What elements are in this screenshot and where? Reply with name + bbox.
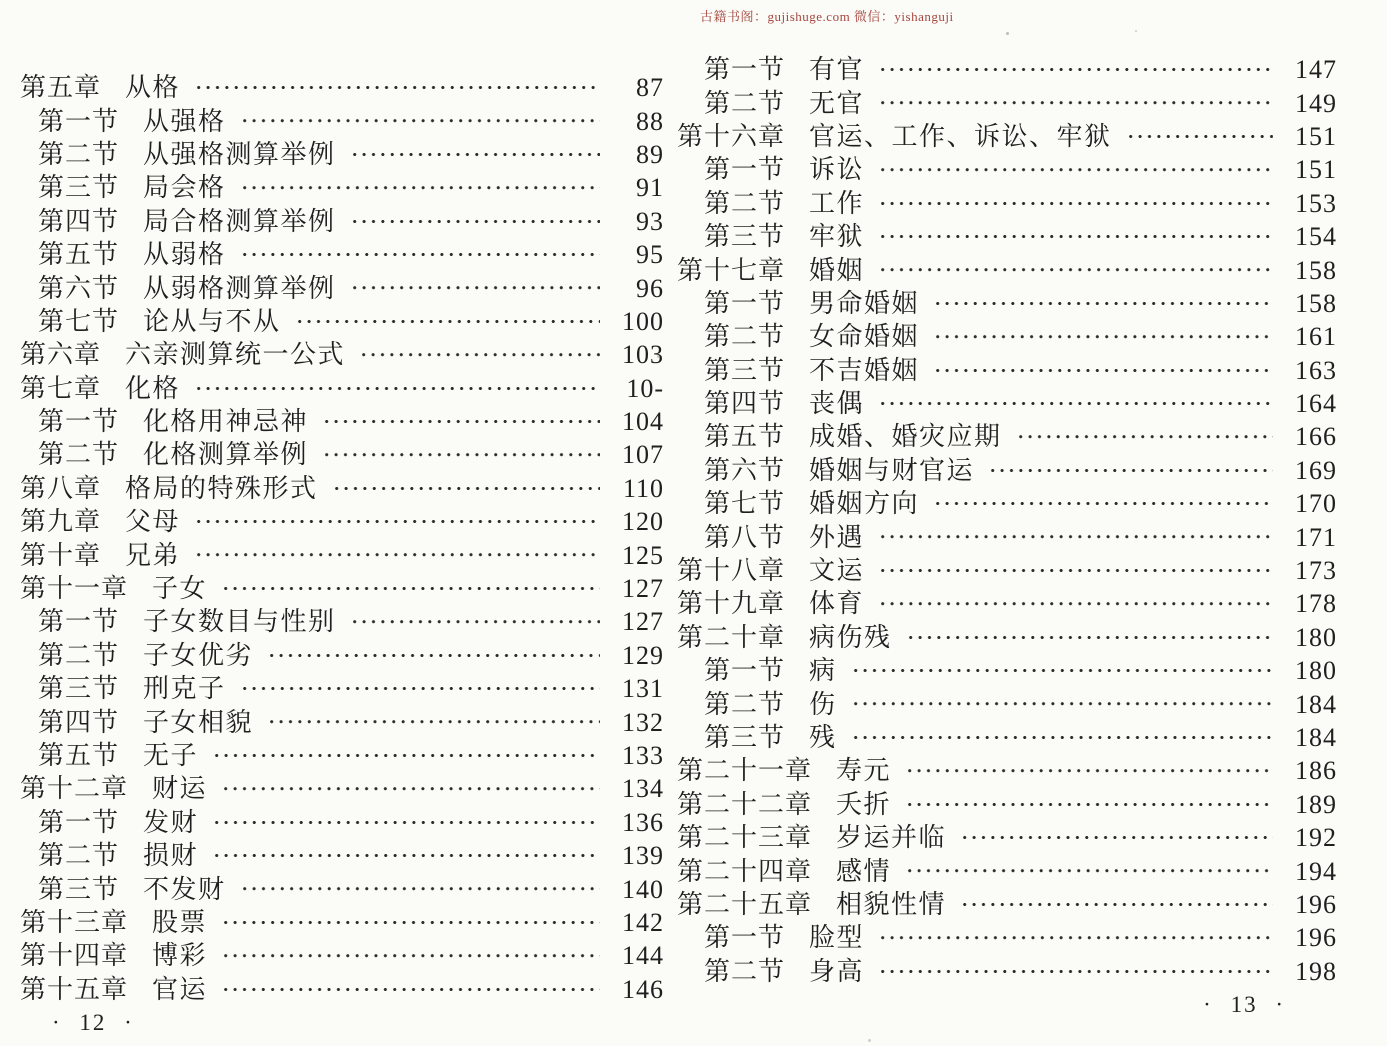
page-number-right: · 13 · bbox=[1203, 992, 1285, 1017]
entry-page-number: 107 bbox=[622, 440, 664, 470]
entry-label: 第四节 bbox=[704, 389, 786, 419]
dot-leader bbox=[240, 104, 600, 137]
entry-page-number: 95 bbox=[636, 240, 664, 270]
entry-title: 脸型 bbox=[809, 923, 865, 953]
entry-page-number: 189 bbox=[1295, 789, 1337, 819]
entry-label: 第十八章 bbox=[677, 556, 786, 586]
entry-label: 第五节 bbox=[38, 741, 120, 770]
entry-label: 第八章 bbox=[20, 473, 102, 503]
dot-leader bbox=[221, 572, 600, 605]
dot-leader bbox=[851, 654, 1273, 687]
toc-entry bbox=[20, 772, 664, 805]
entry-page-number: 180 bbox=[1295, 656, 1337, 686]
dot-leader bbox=[322, 438, 600, 471]
entry-page-number: 170 bbox=[1295, 489, 1337, 519]
dot-leader bbox=[240, 672, 600, 705]
dot-leader bbox=[878, 921, 1273, 954]
toc-entry bbox=[38, 839, 664, 872]
dot-leader bbox=[350, 271, 600, 304]
entry-label: 第一节 bbox=[38, 607, 120, 637]
entry-page-number: 161 bbox=[1295, 322, 1337, 352]
dot-leader bbox=[240, 171, 600, 204]
toc-entry bbox=[20, 505, 664, 538]
entry-page-number: 146 bbox=[622, 974, 664, 1004]
dot-leader bbox=[878, 153, 1273, 186]
dot-leader bbox=[878, 955, 1273, 988]
entry-page-number: 132 bbox=[622, 707, 664, 737]
toc-entry bbox=[677, 754, 1337, 787]
dot-leader bbox=[350, 605, 600, 638]
dot-leader bbox=[878, 587, 1273, 620]
entry-page-number: 166 bbox=[1295, 422, 1337, 452]
entry-title: 格局的特殊形式 bbox=[125, 473, 318, 503]
dot-leader bbox=[878, 53, 1273, 86]
entry-title: 股票 bbox=[152, 907, 208, 937]
entry-title: 诉讼 bbox=[809, 155, 865, 185]
entry-label: 第三节 bbox=[38, 874, 120, 904]
entry-title: 岁运并临 bbox=[836, 823, 947, 853]
dot-leader bbox=[350, 205, 600, 238]
entry-title: 从弱格 bbox=[143, 240, 226, 270]
dot-leader bbox=[212, 739, 600, 772]
page-number-left: · 12 · bbox=[52, 1010, 134, 1035]
entry-label: 第七节 bbox=[38, 306, 120, 336]
entry-page-number: 125 bbox=[622, 540, 664, 570]
entry-page-number: 91 bbox=[636, 173, 664, 203]
entry-page-number: 10- bbox=[626, 373, 664, 403]
toc-entry bbox=[704, 287, 1337, 320]
entry-label: 第二节 bbox=[704, 689, 786, 719]
dot-leader bbox=[878, 387, 1273, 420]
entry-title: 官运 bbox=[152, 974, 208, 1004]
entry-label: 第十九章 bbox=[677, 589, 786, 619]
entry-label: 第三节 bbox=[38, 674, 120, 704]
entry-page-number: 173 bbox=[1295, 556, 1337, 586]
entry-label: 第一节 bbox=[704, 155, 786, 185]
toc-entry bbox=[20, 572, 664, 605]
entry-page-number: 171 bbox=[1295, 522, 1337, 552]
entry-label: 第十五章 bbox=[20, 974, 129, 1004]
dot-leader bbox=[221, 939, 600, 972]
entry-title: 相貌性情 bbox=[836, 889, 947, 919]
entry-label: 第十四章 bbox=[20, 941, 129, 971]
entry-label: 第五节 bbox=[704, 422, 786, 452]
entry-label: 第三节 bbox=[704, 222, 786, 252]
dot-leader bbox=[1016, 420, 1273, 453]
entry-page-number: 144 bbox=[622, 941, 664, 971]
entry-title: 子女 bbox=[152, 574, 208, 604]
toc-entry bbox=[38, 639, 664, 672]
entry-label: 第六节 bbox=[38, 273, 120, 303]
entry-label: 第二节 bbox=[704, 322, 786, 352]
entry-page-number: 133 bbox=[622, 741, 664, 770]
entry-title: 财运 bbox=[152, 774, 208, 804]
dot-leader bbox=[933, 287, 1273, 320]
entry-page-number: 178 bbox=[1295, 589, 1337, 619]
toc-entry bbox=[677, 587, 1337, 620]
entry-label: 第八节 bbox=[704, 522, 786, 552]
entry-title: 工作 bbox=[809, 188, 865, 218]
entry-page-number: 93 bbox=[636, 206, 664, 236]
dot-leader bbox=[933, 487, 1273, 520]
entry-title: 父母 bbox=[125, 507, 181, 537]
entry-page-number: 158 bbox=[1295, 288, 1337, 318]
toc-entry bbox=[38, 872, 664, 905]
entry-title: 无子 bbox=[143, 741, 199, 770]
dot-leader bbox=[906, 621, 1273, 654]
scan-speck bbox=[1135, 30, 1137, 32]
toc-entry bbox=[20, 973, 664, 1006]
toc-entry bbox=[20, 372, 664, 405]
entry-page-number: 136 bbox=[622, 807, 664, 837]
toc-page-left bbox=[0, 0, 672, 1046]
entry-title: 病 bbox=[809, 656, 837, 686]
entry-title: 丧偶 bbox=[809, 389, 865, 419]
entry-label: 第十三章 bbox=[20, 907, 129, 937]
entry-page-number: 129 bbox=[622, 640, 664, 670]
dot-leader bbox=[240, 872, 600, 905]
entry-page-number: 127 bbox=[622, 607, 664, 637]
entry-title: 局合格测算举例 bbox=[143, 206, 336, 236]
entry-page-number: 103 bbox=[622, 340, 664, 370]
entry-page-number: 88 bbox=[636, 106, 664, 136]
entry-title: 从格 bbox=[125, 73, 181, 103]
dot-leader bbox=[960, 821, 1273, 854]
scan-speck bbox=[1006, 32, 1009, 35]
toc-entry bbox=[38, 605, 664, 638]
entry-label: 第二节 bbox=[704, 956, 786, 986]
toc-entry bbox=[704, 387, 1337, 420]
entry-title: 化格 bbox=[125, 373, 181, 403]
watermark-text: 古籍书阁：gujishuge.com 微信：yishanguji bbox=[700, 9, 954, 24]
dot-leader bbox=[240, 238, 600, 271]
scan-speck bbox=[657, 355, 660, 358]
entry-label: 第十七章 bbox=[677, 255, 786, 285]
entry-page-number: 127 bbox=[622, 574, 664, 604]
toc-page-right bbox=[672, 0, 1387, 1046]
entry-title: 博彩 bbox=[152, 941, 208, 971]
toc-entry bbox=[20, 472, 664, 505]
entry-title: 残 bbox=[809, 723, 837, 752]
toc-entry bbox=[704, 687, 1337, 720]
entry-title: 刑克子 bbox=[143, 674, 226, 704]
scan-speck bbox=[868, 1039, 871, 1042]
toc-entry bbox=[704, 955, 1337, 988]
toc-entry bbox=[704, 487, 1337, 520]
entry-label: 第二十五章 bbox=[677, 889, 813, 919]
dot-leader bbox=[267, 639, 600, 672]
dot-leader bbox=[905, 788, 1273, 821]
entry-label: 第三节 bbox=[704, 355, 786, 385]
entry-page-number: 104 bbox=[622, 407, 664, 437]
entry-label: 第九章 bbox=[20, 507, 102, 537]
entry-title: 子女数目与性别 bbox=[143, 607, 336, 637]
entry-title: 成婚、婚灾应期 bbox=[809, 422, 1002, 452]
toc-entry bbox=[677, 788, 1337, 821]
toc-entry bbox=[38, 238, 664, 271]
dot-leader bbox=[350, 138, 600, 171]
toc-entry bbox=[677, 888, 1337, 921]
entry-title: 不发财 bbox=[143, 874, 226, 904]
entry-title: 文运 bbox=[809, 556, 865, 586]
entry-label: 第二节 bbox=[704, 88, 786, 118]
entry-title: 无官 bbox=[809, 88, 865, 118]
toc-entry bbox=[38, 438, 664, 471]
entry-title: 化格用神忌神 bbox=[143, 407, 309, 437]
entry-label: 第一节 bbox=[38, 807, 120, 837]
entry-label: 第二十三章 bbox=[677, 823, 813, 853]
entry-title: 男命婚姻 bbox=[809, 288, 920, 318]
entry-label: 第六节 bbox=[704, 455, 786, 485]
toc-entry bbox=[20, 71, 664, 104]
entry-page-number: 184 bbox=[1295, 723, 1337, 752]
entry-title: 病伤残 bbox=[809, 622, 892, 652]
dot-leader bbox=[221, 906, 600, 939]
entry-label: 第五章 bbox=[20, 73, 102, 103]
entry-page-number: 192 bbox=[1295, 823, 1337, 853]
toc-entry bbox=[38, 138, 664, 171]
toc-entry bbox=[38, 305, 664, 338]
entry-page-number: 87 bbox=[636, 73, 664, 103]
entry-page-number: 140 bbox=[622, 874, 664, 904]
entry-title: 夭折 bbox=[836, 789, 892, 819]
entry-label: 第一节 bbox=[704, 923, 786, 953]
entry-page-number: 110 bbox=[622, 473, 664, 503]
dot-leader bbox=[212, 806, 600, 839]
dot-leader bbox=[194, 71, 600, 104]
entry-title: 身高 bbox=[809, 956, 865, 986]
toc-entry bbox=[704, 320, 1337, 353]
entry-title: 六亲测算统一公式 bbox=[125, 340, 346, 370]
entry-label: 第三节 bbox=[38, 173, 120, 203]
toc-entry bbox=[38, 806, 664, 839]
toc-entry bbox=[704, 153, 1337, 186]
dot-leader bbox=[851, 721, 1273, 754]
entry-page-number: 149 bbox=[1295, 88, 1337, 118]
dot-leader bbox=[933, 320, 1273, 353]
entry-label: 第三节 bbox=[704, 723, 786, 752]
entry-label: 第二十四章 bbox=[677, 856, 813, 886]
dot-leader bbox=[960, 888, 1273, 921]
dot-leader bbox=[194, 372, 600, 405]
entry-label: 第四节 bbox=[38, 707, 120, 737]
dot-leader bbox=[905, 854, 1273, 887]
toc-entry bbox=[38, 739, 664, 772]
entry-label: 第二节 bbox=[38, 139, 120, 169]
toc-entry bbox=[704, 220, 1337, 253]
entry-page-number: 194 bbox=[1295, 856, 1337, 886]
entry-page-number: 184 bbox=[1295, 689, 1337, 719]
entry-label: 第一节 bbox=[704, 288, 786, 318]
entry-title: 伤 bbox=[809, 689, 837, 719]
toc-entry bbox=[704, 354, 1337, 387]
toc-entry bbox=[38, 171, 664, 204]
entry-page-number: 169 bbox=[1295, 455, 1337, 485]
toc-entry bbox=[704, 53, 1337, 86]
entry-title: 寿元 bbox=[836, 756, 892, 786]
entry-page-number: 154 bbox=[1295, 222, 1337, 252]
entry-label: 第二十二章 bbox=[677, 789, 813, 819]
toc-entry bbox=[704, 420, 1337, 453]
entry-page-number: 196 bbox=[1295, 923, 1337, 953]
entry-title: 婚姻与财官运 bbox=[809, 455, 975, 485]
toc-entry bbox=[677, 854, 1337, 887]
dot-leader bbox=[878, 554, 1273, 587]
entry-page-number: 96 bbox=[636, 273, 664, 303]
dot-leader bbox=[905, 754, 1273, 787]
entry-page-number: 180 bbox=[1295, 622, 1337, 652]
toc-entry bbox=[38, 405, 664, 438]
toc-entry bbox=[704, 454, 1337, 487]
dot-leader bbox=[267, 705, 600, 738]
toc-entry bbox=[20, 906, 664, 939]
entry-page-number: 147 bbox=[1295, 55, 1337, 85]
entry-label: 第七章 bbox=[20, 373, 102, 403]
entry-title: 牢狱 bbox=[809, 222, 865, 252]
entry-title: 婚姻方向 bbox=[809, 489, 920, 519]
dot-leader bbox=[878, 187, 1273, 220]
toc-entry bbox=[704, 187, 1337, 220]
entry-page-number: 100 bbox=[622, 306, 664, 336]
toc-entry bbox=[20, 939, 664, 972]
toc-entries-left bbox=[20, 71, 664, 1006]
entry-page-number: 134 bbox=[622, 774, 664, 804]
toc-entry bbox=[677, 253, 1337, 286]
entry-title: 有官 bbox=[809, 55, 865, 85]
toc-entry bbox=[38, 205, 664, 238]
entry-label: 第十六章 bbox=[677, 121, 786, 151]
dot-leader bbox=[194, 505, 600, 538]
dot-leader bbox=[322, 405, 600, 438]
entry-title: 不吉婚姻 bbox=[809, 355, 920, 385]
entry-title: 损财 bbox=[143, 841, 199, 871]
dot-leader bbox=[878, 86, 1273, 119]
entry-title: 感情 bbox=[836, 856, 892, 886]
dot-leader bbox=[1126, 120, 1273, 153]
toc-entry bbox=[677, 554, 1337, 587]
entry-title: 化格测算举例 bbox=[143, 440, 309, 470]
entry-label: 第四节 bbox=[38, 206, 120, 236]
entry-title: 子女优劣 bbox=[143, 640, 254, 670]
toc-entry bbox=[20, 538, 664, 571]
entry-page-number: 151 bbox=[1295, 155, 1337, 185]
dot-leader bbox=[194, 538, 600, 571]
toc-entry bbox=[677, 821, 1337, 854]
dot-leader bbox=[295, 305, 600, 338]
dot-leader bbox=[851, 687, 1273, 720]
entry-label: 第十章 bbox=[20, 540, 102, 570]
toc-entry bbox=[38, 271, 664, 304]
entry-label: 第一节 bbox=[38, 407, 120, 437]
toc-entries-right bbox=[677, 53, 1337, 988]
toc-entry bbox=[704, 520, 1337, 553]
toc-entry bbox=[38, 705, 664, 738]
toc-entry bbox=[38, 672, 664, 705]
entry-title: 兄弟 bbox=[125, 540, 181, 570]
dot-leader bbox=[933, 354, 1273, 387]
entry-label: 第一节 bbox=[704, 656, 786, 686]
dot-leader bbox=[359, 338, 600, 371]
entry-page-number: 139 bbox=[622, 841, 664, 871]
toc-entry bbox=[677, 621, 1337, 654]
entry-title: 局会格 bbox=[143, 173, 226, 203]
toc-entry bbox=[677, 120, 1337, 153]
entry-title: 论从与不从 bbox=[143, 306, 281, 336]
dot-leader bbox=[988, 454, 1273, 487]
entry-title: 女命婚姻 bbox=[809, 322, 920, 352]
entry-label: 第七节 bbox=[704, 489, 786, 519]
entry-page-number: 131 bbox=[622, 674, 664, 704]
dot-leader bbox=[221, 973, 600, 1006]
toc-entry bbox=[704, 921, 1337, 954]
entry-title: 发财 bbox=[143, 807, 199, 837]
entry-label: 第二节 bbox=[38, 640, 120, 670]
toc-entry bbox=[704, 721, 1337, 754]
toc-entry bbox=[38, 104, 664, 137]
entry-page-number: 186 bbox=[1295, 756, 1337, 786]
entry-page-number: 198 bbox=[1295, 956, 1337, 986]
entry-label: 第十一章 bbox=[20, 574, 129, 604]
entry-title: 子女相貌 bbox=[143, 707, 254, 737]
dot-leader bbox=[332, 472, 600, 505]
dot-leader bbox=[878, 253, 1273, 286]
entry-page-number: 163 bbox=[1295, 355, 1337, 385]
entry-title: 从强格测算举例 bbox=[143, 139, 336, 169]
entry-title: 外遇 bbox=[809, 522, 865, 552]
entry-title: 从强格 bbox=[143, 106, 226, 136]
dot-leader bbox=[878, 220, 1273, 253]
dot-leader bbox=[212, 839, 600, 872]
entry-title: 体育 bbox=[809, 589, 865, 619]
toc-entry bbox=[704, 654, 1337, 687]
entry-label: 第二节 bbox=[38, 440, 120, 470]
entry-label: 第二十一章 bbox=[677, 756, 813, 786]
entry-page-number: 153 bbox=[1295, 188, 1337, 218]
entry-label: 第二十章 bbox=[677, 622, 786, 652]
entry-page-number: 89 bbox=[636, 139, 664, 169]
dot-leader bbox=[221, 772, 600, 805]
entry-page-number: 158 bbox=[1295, 255, 1337, 285]
entry-page-number: 120 bbox=[622, 507, 664, 537]
entry-title: 官运、工作、诉讼、牢狱 bbox=[809, 121, 1112, 151]
entry-title: 从弱格测算举例 bbox=[143, 273, 336, 303]
entry-page-number: 196 bbox=[1295, 889, 1337, 919]
entry-label: 第二节 bbox=[38, 841, 120, 871]
entry-label: 第一节 bbox=[704, 55, 786, 85]
entry-label: 第六章 bbox=[20, 340, 102, 370]
dot-leader bbox=[878, 520, 1273, 553]
entry-page-number: 142 bbox=[622, 907, 664, 937]
toc-entry bbox=[20, 338, 664, 371]
entry-label: 第五节 bbox=[38, 240, 120, 270]
entry-label: 第一节 bbox=[38, 106, 120, 136]
entry-page-number: 164 bbox=[1295, 389, 1337, 419]
entry-page-number: 151 bbox=[1295, 121, 1337, 151]
entry-label: 第二节 bbox=[704, 188, 786, 218]
toc-entry bbox=[704, 86, 1337, 119]
entry-label: 第十二章 bbox=[20, 774, 129, 804]
entry-title: 婚姻 bbox=[809, 255, 865, 285]
